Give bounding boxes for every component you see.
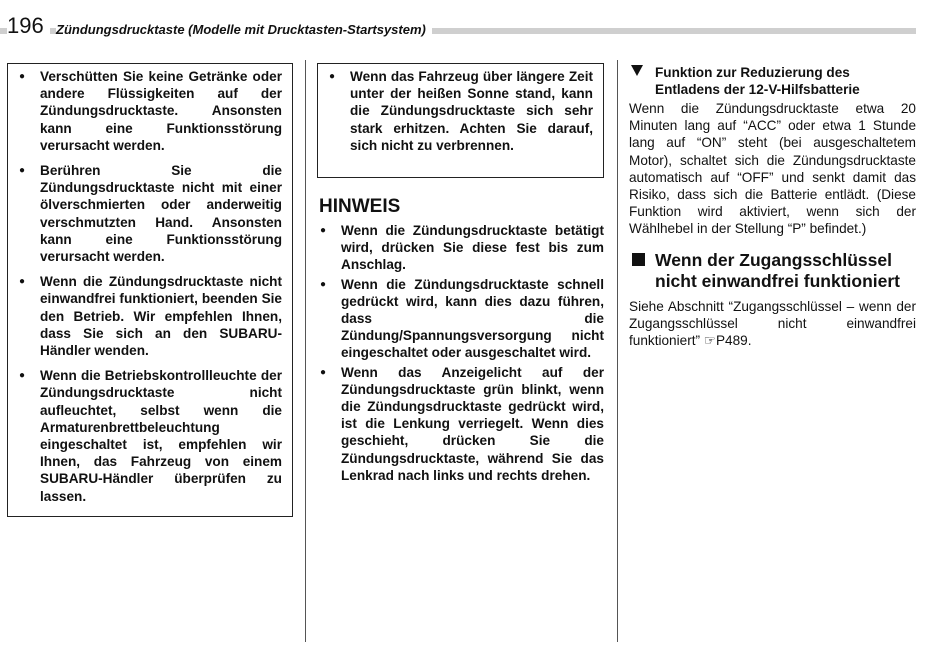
hinweis-item: ● Wenn das Anzeigelicht auf der Zündungsdrucktaste grün blinkt, wenn die Zündungsdrucktaste gedrückt wird, ist die Lenkung verriegelt. Wenn dies geschieht, drücken Sie die Zündungsdrucktaste, während Sie das Lenkrad nach links und rechts drehen. bbox=[319, 364, 604, 484]
square-icon bbox=[632, 253, 645, 266]
caution-box-middle bbox=[317, 63, 604, 178]
hinweis-item: ● Wenn die Zündungsdrucktaste schnell gedrückt wird, kann dies dazu führen, dass die Zündung/Spannungsversorgung nicht eingeschaltet oder ausgeschaltet wird. bbox=[319, 276, 604, 362]
battery-function-text: Wenn die Zündungsdrucktaste etwa 20 Minuten lang auf “ACC” oder etwa 1 Stunde lang auf “ON” steht (bei ausgeschaltetem Motor), schaltet sich die Zündungsdrucktaste automatisch auf “OFF” und senkt damit das Risiko, dass sich die Batterie entlädt. (Diese Funktion wird aktiviert, wenn sich der Wählhebel in der Stellung “P” befindet.) bbox=[629, 101, 916, 237]
hinweis-item: ● Wenn die Zündungsdrucktaste betätigt wird, drücken Sie diese fest bis zum Anschlag. bbox=[319, 222, 604, 274]
caution-list-middle bbox=[328, 68, 593, 154]
key-malfunction-text: Siehe Abschnitt “Zugangsschlüssel – wenn der Zugangsschlüssel nicht einwandfrei funktioniert” ☞P489. bbox=[629, 298, 916, 349]
key-malfunction-heading-text: Wenn der Zugangsschlüssel nicht einwandfrei funktioniert bbox=[655, 249, 901, 291]
caution-item: ● Wenn die Zündungsdrucktaste nicht einwandfrei funktioniert, beenden Sie den Betrieb. Wir empfehlen Ihnen, dass Sie sich an den SUBARU-Händler wenden. bbox=[18, 273, 282, 359]
caution-item: ● Verschütten Sie keine Getränke oder andere Flüssigkeiten auf der Zündungsdrucktaste. Ansonsten kann eine Funktionsstörung verursacht werden. bbox=[18, 68, 282, 154]
key-malfunction-heading bbox=[629, 250, 916, 292]
battery-function-heading-text: Funktion zur Reduzierung des Entladens der 12-V-Hilfsbatterie bbox=[655, 65, 860, 97]
caution-item: ● Berühren Sie die Zündungsdrucktaste nicht mit einer ölverschmierten oder anderweitig verschmutzten Hand. Ansonsten kann eine Funktionsstörung verursacht werden. bbox=[18, 162, 282, 265]
column-divider-left bbox=[305, 60, 306, 642]
header-title: Zündungsdrucktaste (Modelle mit Drucktasten-Startsystem) bbox=[56, 22, 432, 37]
caution-box-left bbox=[7, 63, 293, 517]
page-number: 196 bbox=[7, 14, 50, 38]
column-divider-right bbox=[617, 60, 618, 642]
triangle-icon bbox=[631, 65, 643, 76]
caution-item: ● Wenn die Betriebskontrollleuchte der Zündungsdrucktaste nicht aufleuchtet, selbst wenn die Armaturenbrettbeleuchtung eingeschaltet ist, empfehlen wir Ihnen, das Fahrzeug von einem SUBARU-Händler überprüfen zu lassen. bbox=[18, 367, 282, 505]
right-column bbox=[629, 64, 916, 349]
hinweis-heading: HINWEIS bbox=[319, 196, 401, 217]
caution-item: ● Wenn das Fahrzeug über längere Zeit unter der heißen Sonne stand, kann die Zündungsdrucktaste sich sehr stark erhitzen. Achten Sie darauf, sich nicht zu verbrennen. bbox=[328, 68, 593, 154]
battery-function-heading bbox=[629, 64, 916, 98]
caution-list-left bbox=[18, 68, 282, 505]
hinweis-list bbox=[319, 222, 604, 484]
